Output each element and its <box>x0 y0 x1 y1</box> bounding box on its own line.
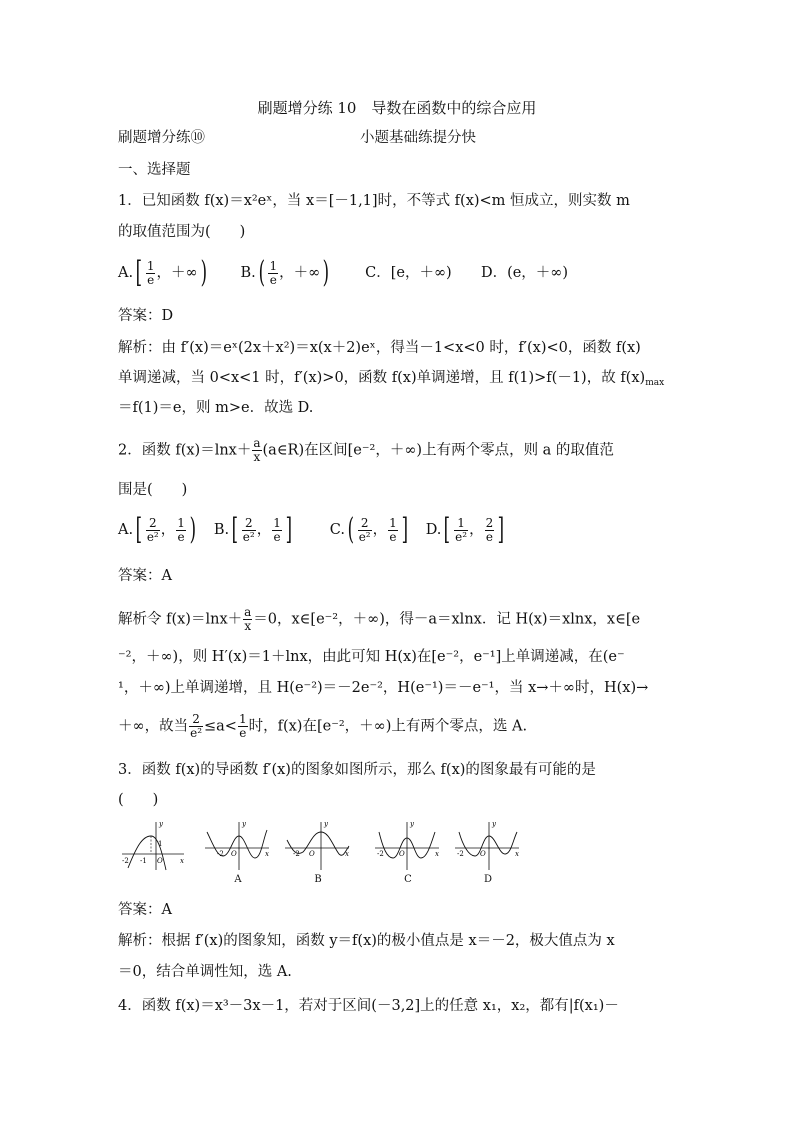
svg-text:x: x <box>515 850 519 858</box>
q2-option-d: D.[ $\frac{1}{\text{e²}}$ ， $\frac{2}{e}$ ] <box>425 512 505 547</box>
graph-label: C <box>404 874 412 885</box>
fraction: $\frac{1}{e}$ <box>269 258 278 287</box>
derivative-graph <box>118 818 188 888</box>
header-left: 刷题增分练⑩ <box>118 130 205 146</box>
svg-text:y: y <box>410 820 414 828</box>
q2-solution-line4: ＋∞，故当 $\frac{2}{\text{e²}}$ ≤a< $\frac{1}{e}$ 时，f(x)在[e⁻²，＋∞)上有两个零点，选 A. <box>118 712 528 740</box>
option-label: A. <box>118 265 134 281</box>
q2-option-a: A.[ $\frac{2}{\text{e²}}$ ， $\frac{1}{e}$ ) <box>118 512 196 547</box>
svg-text:x: x <box>180 857 184 865</box>
q3-stem-line2: ( ) <box>118 792 159 808</box>
fraction: $\frac{a}{x}$ <box>253 436 261 464</box>
svg-text:y: y <box>492 820 496 828</box>
q1-option-d: D．(e，＋∞) <box>480 265 569 281</box>
svg-text:y: y <box>159 820 163 828</box>
q1-answer: 答案：D <box>118 308 174 324</box>
q1-solution-line1: 解析：由 f′(x)＝eˣ(2x＋x²)＝x(x＋2)eˣ，得当－1<x<0 时，f′(x)<0，函数 f(x) <box>118 340 641 356</box>
svg-text:O: O <box>399 850 405 858</box>
q3-answer: 答案：A <box>118 902 172 918</box>
graph-label: B <box>314 874 322 885</box>
header-row <box>118 128 678 148</box>
graph-label: A <box>234 874 242 885</box>
q2-answer: 答案：A <box>118 568 172 584</box>
graph-option-a <box>203 818 273 888</box>
svg-text:x: x <box>345 850 349 858</box>
svg-text:O: O <box>231 850 237 858</box>
svg-text:-2: -2 <box>457 850 464 858</box>
q1-stem-line1: 1．已知函数 f(x)＝x²eˣ，当 x＝[－1,1]时，不等式 f(x)<m 恒成立，则实数 m <box>118 193 630 209</box>
graph-option-b <box>283 818 353 888</box>
q3-stem-line1: 3．函数 f(x)的导函数 f′(x)的图象如图所示，那么 f(x)的图象最有可能的是 <box>118 762 596 778</box>
svg-text:x: x <box>265 850 269 858</box>
q3-solution-line1: 解析：根据 f′(x)的图象知，函数 y＝f(x)的极小值点是 x＝－2，极大值点为 x <box>118 933 615 949</box>
derivative-plot <box>118 818 188 874</box>
header-right: 小题基础练提分快 <box>360 130 476 146</box>
graph-label: D <box>483 874 493 885</box>
graph-option-c <box>373 818 443 888</box>
q1-solution-line2: 单调递减，当 0<x<1 时，f′(x)>0，函数 f(x)单调递增，且 f(1)>f(－1)，故 $f(x)_{max}$ <box>118 370 665 388</box>
svg-text:O: O <box>480 850 486 858</box>
q2-stem-line2: 围是( ) <box>118 482 188 498</box>
page-title: 刷题增分练 10 导数在函数中的综合应用 <box>257 99 537 117</box>
q1-option-a: A.[ $\frac{1}{e}$ ，＋∞) <box>118 255 207 290</box>
q2-solution-line3: ¹，＋∞)上单调递增，且 H(e⁻²)＝－2e⁻²，H(e⁻¹)＝－e⁻¹，当 x→＋∞时，H(x)→ <box>118 680 649 696</box>
fraction: $\frac{a}{x}$ <box>244 605 252 633</box>
q1-option-c: C．[e，＋∞) <box>365 265 452 281</box>
q4-stem-line1: 4．函数 f(x)＝x³－3x－1，若对于区间(－3,2]上的任意 x₁，x₂，都有|f(x₁)－ <box>118 998 619 1014</box>
q1-stem-line2: 的取值范围为( ) <box>118 224 246 240</box>
q3-graphs <box>118 818 538 888</box>
option-label: B. <box>240 265 256 281</box>
q1-options <box>118 255 678 290</box>
q2-option-c: C.( $\frac{2}{\text{e²}}$ ， $\frac{1}{e}$ ] <box>329 512 408 547</box>
svg-text:-2: -2 <box>217 850 224 858</box>
svg-text:-1: -1 <box>140 857 147 865</box>
section-heading: 一、选择题 <box>118 162 191 178</box>
q2-solution-line2: ⁻²，＋∞)，则 H′(x)＝1＋lnx，由此可知 H(x)在[e⁻²，e⁻¹]上单调递减，在(e⁻ <box>118 649 625 665</box>
svg-text:y: y <box>242 820 246 828</box>
svg-text:-2: -2 <box>293 850 300 858</box>
q2-stem-line1: 2．函数 f(x)＝lnx＋ $\frac{a}{x}$ (a∈R)在区间[e⁻²，＋∞)上有两个零点，则 a 的取值范 <box>118 436 614 464</box>
q2-option-b: B.[ $\frac{2}{\text{e²}}$ ， $\frac{1}{e}$ ] <box>213 512 292 547</box>
graph-option-d <box>453 818 523 888</box>
svg-text:x: x <box>435 850 439 858</box>
svg-text:O: O <box>309 850 315 858</box>
q2-solution-line1: 解析令 f(x)＝lnx＋ $\frac{a}{x}$ ＝0，x∈[e⁻²，＋∞)，得－a＝xlnx．记 H(x)＝xlnx，x∈[e <box>118 605 641 633</box>
q3-solution-line2: ＝0，结合单调性知，选 A. <box>118 964 292 980</box>
svg-text:-2: -2 <box>377 850 384 858</box>
svg-text:y: y <box>324 820 328 828</box>
svg-text:O: O <box>157 857 163 865</box>
fraction: $\frac{1}{e}$ <box>146 258 155 287</box>
q2-options <box>118 512 678 549</box>
q1-solution-line3: ＝f(1)＝e，则 m>e．故选 D. <box>118 400 314 416</box>
q1-option-b: B.( $\frac{1}{e}$ ，＋∞) <box>240 255 330 290</box>
svg-text:-2: -2 <box>122 857 129 865</box>
svg-text:1: 1 <box>158 840 163 848</box>
